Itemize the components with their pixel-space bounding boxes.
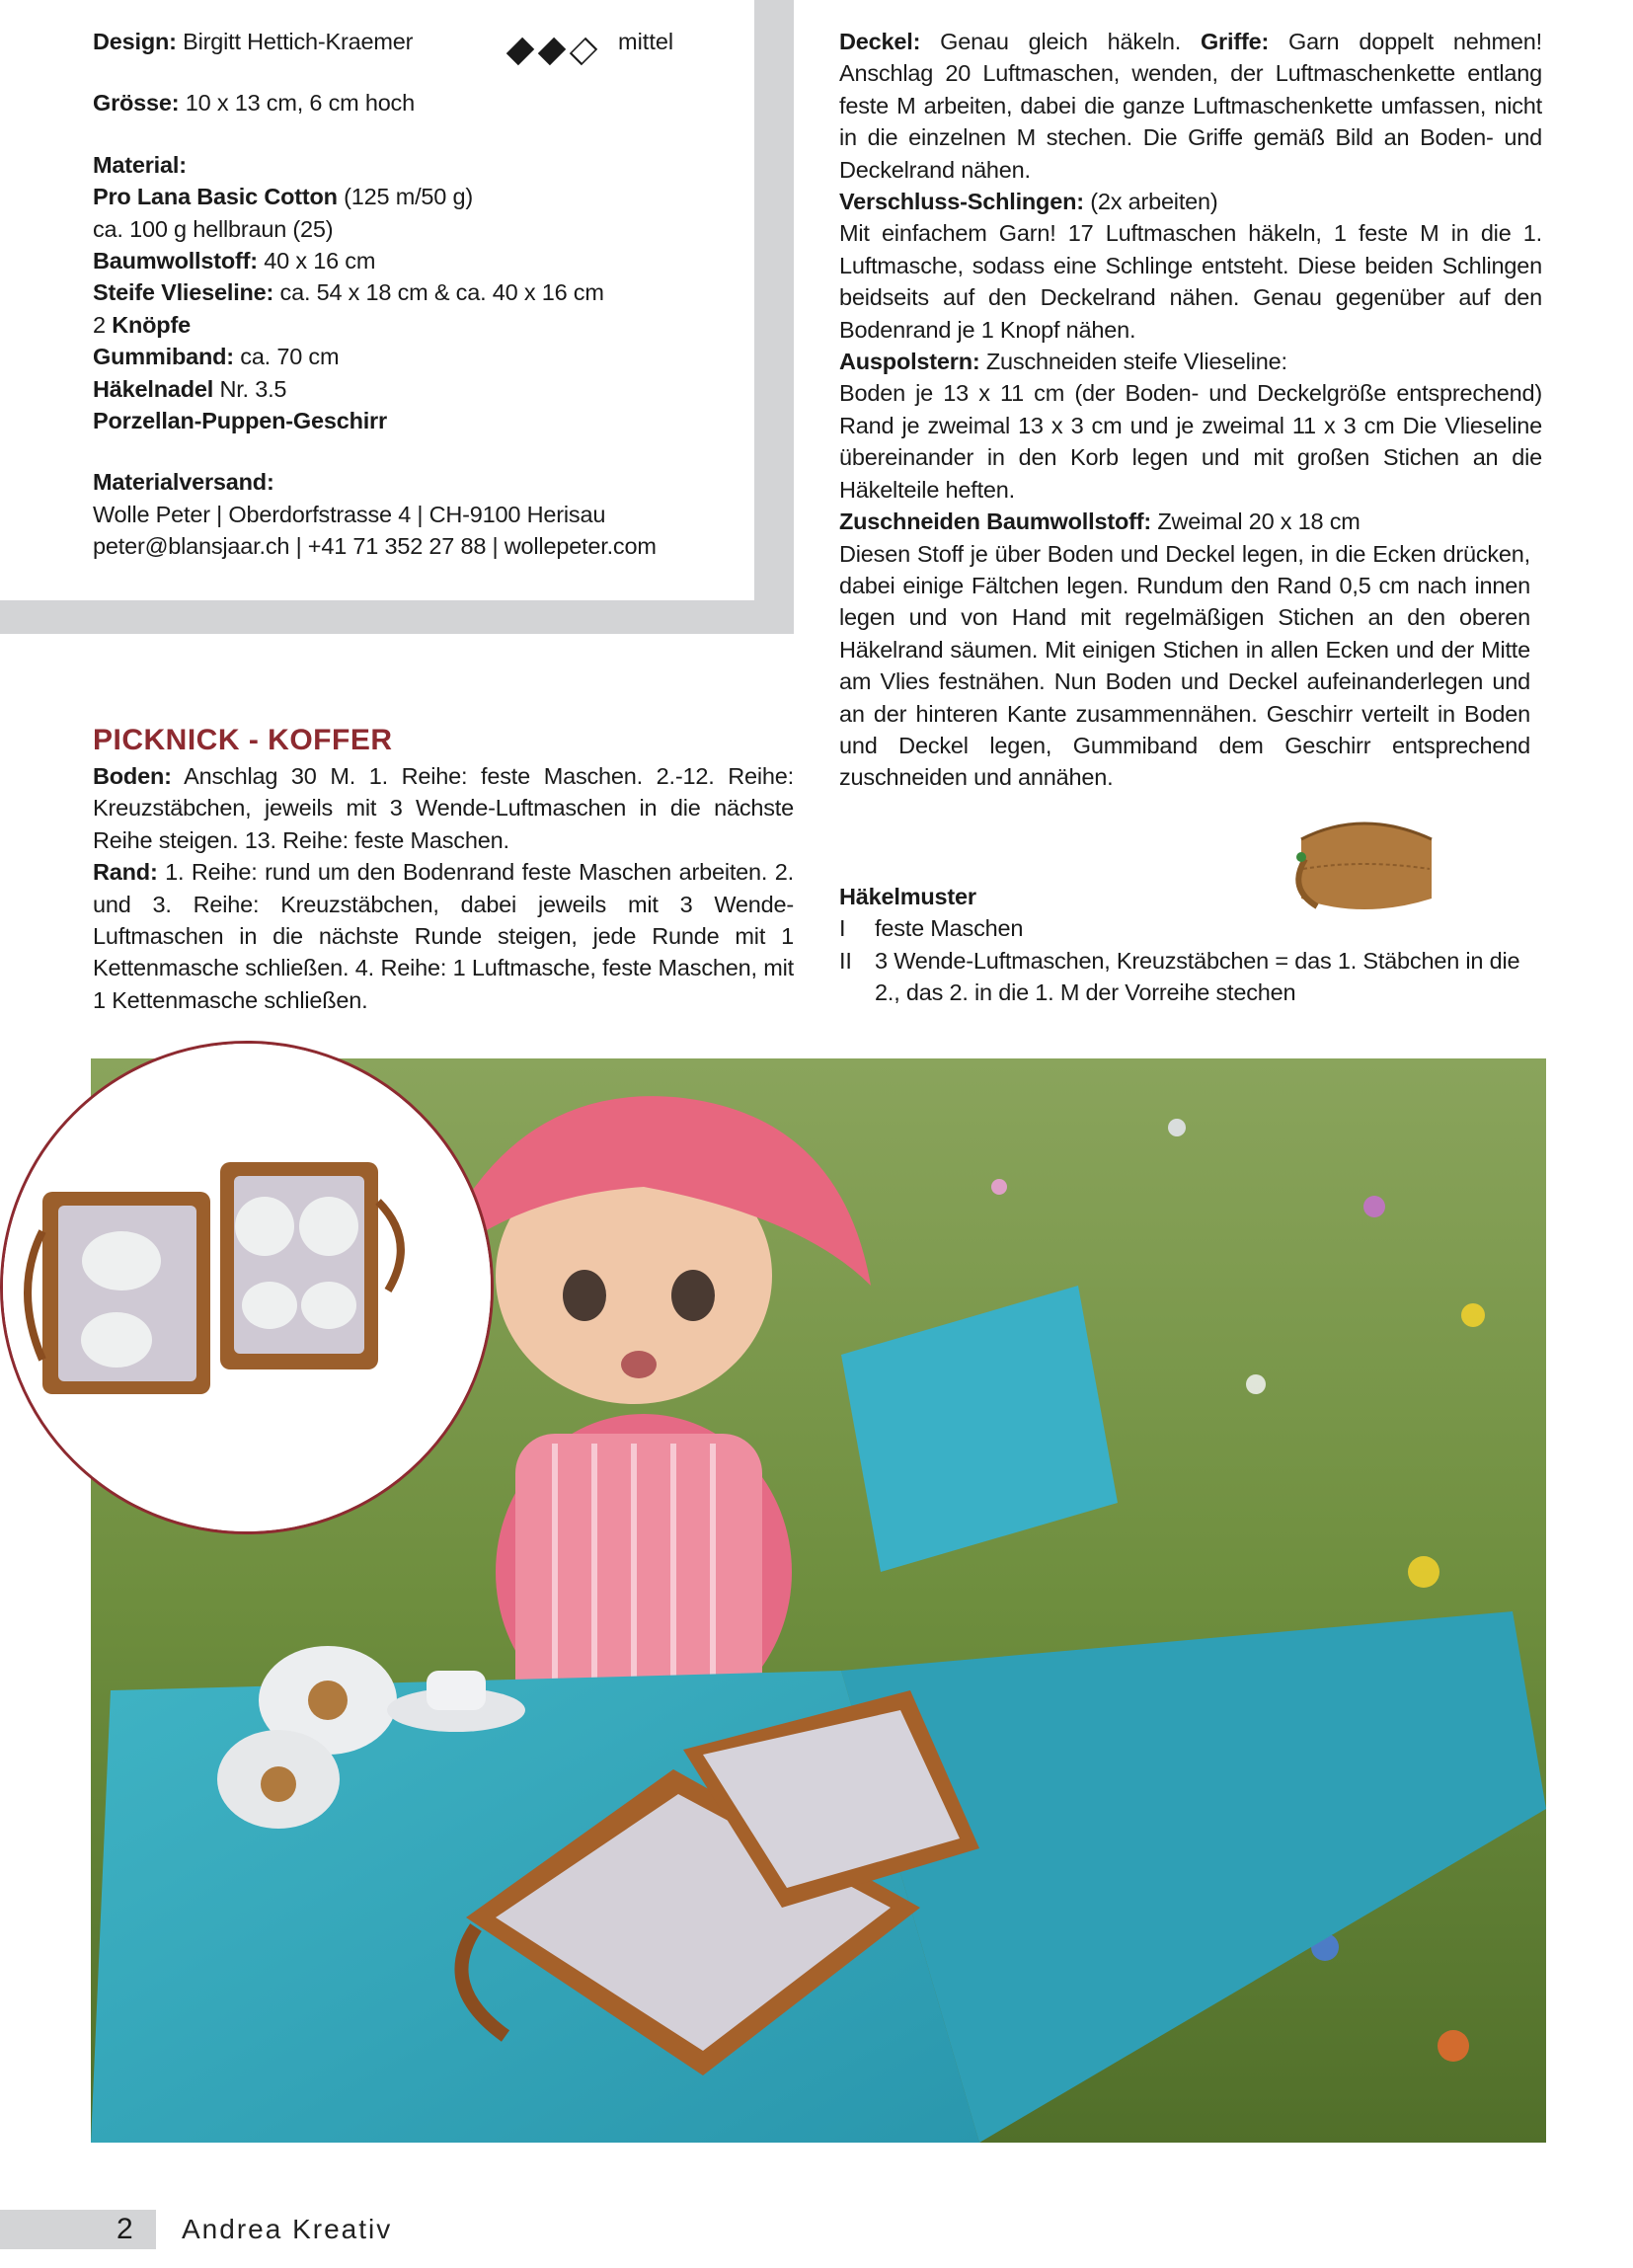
basket-inset-photo — [0, 1041, 494, 1534]
material-heading: Material: — [93, 151, 187, 178]
page-number: 2 — [117, 2213, 133, 2245]
difficulty-rating — [505, 28, 674, 69]
fabric-line: Baumwollstoff: 40 x 16 cm — [93, 248, 376, 274]
diamond-filled-icon — [506, 38, 534, 65]
open-basket-image — [3, 1044, 494, 1534]
difficulty-label: mittel — [618, 28, 674, 54]
polster-heading: Auspolstern: Zuschneiden steife Vlieseline: — [839, 349, 1287, 375]
legend-row: I feste Maschen — [839, 915, 1024, 942]
instructions-right — [839, 26, 1542, 794]
buttons-line: 2 Knöpfe — [93, 311, 191, 338]
shipping-heading: Materialversand: — [93, 469, 274, 496]
muster-heading: Häkelmuster — [839, 884, 976, 909]
size-line: Grösse: 10 x 13 cm, 6 cm hoch — [93, 90, 415, 117]
deckel-paragraph: Deckel: Genau gleich häkeln. Griffe: Garn doppelt nehmen! Anschlag 20 Luftmaschen, wenden, der Luftmaschenkette entlang feste M arbeiten, dabei die ganze Luftmaschenkette umfassen, nicht in die einzelnen M stechen. Die Griffe gemäß Bild an Boden- und Deckelrand nähen. — [839, 29, 1542, 183]
hook-line: Häkelnadel Nr. 3.5 — [93, 375, 287, 402]
crochet-pattern-legend — [839, 881, 1550, 1009]
instructions-left — [93, 723, 794, 1016]
boden-paragraph: Boden: Anschlag 30 M. 1. Reihe: feste Maschen. 2.-12. Reihe: Kreuzstäbchen, jeweils mit 3 Wende-Luftmaschen in die nächste Reihe steigen. 13. Reihe: feste Maschen. — [93, 763, 794, 853]
schlingen-heading: Verschluss-Schlingen: (2x arbeiten) — [839, 189, 1218, 215]
yarn-line: Pro Lana Basic Cotton (125 m/50 g) — [93, 184, 473, 210]
polster-paragraph: Boden je 13 x 11 cm (der Boden- und Deckelgröße entsprechend) Rand je zweimal 13 x 3 cm und je zweimal 11 x 3 cm Die Vlieseline übereinander in den Korb legen und mit großen Stichen an die Häkelteile heften. — [839, 380, 1542, 503]
rand-paragraph: Rand: 1. Reihe: rund um den Bodenrand feste Maschen arbeiten. 2. und 3. Reihe: Kreuzstäbchen, dabei jeweils mit 3 Wende-Luftmaschen in die nächste Runde steigen, jede Runde mit 1 Kettenmasche schließen. 4. Reihe: 1 Luftmasche, feste Maschen, mit 1 Kettenmasche schließen. — [93, 859, 794, 1013]
shipping-contact: peter@blansjaar.ch | +41 71 352 27 88 | wollepeter.com — [93, 533, 657, 560]
interfacing-line: Steife Vlieseline: ca. 54 x 18 cm & ca. 40 x 16 cm — [93, 279, 604, 306]
design-line: Design: Birgitt Hettich-Kraemer — [93, 29, 414, 54]
schlingen-paragraph: Mit einfachem Garn! 17 Luftmaschen häkeln, 1 feste M in die 1. Luftmasche, sodass eine Schlinge entsteht. Diese beiden Schlingen beidseits auf den Deckelrand nähen. Genau gegenüber auf den Bodenrand je 1 Knopf nähen. — [839, 220, 1542, 343]
diamond-filled-icon — [538, 38, 566, 65]
shipping-address: Wolle Peter | Oberdorfstrasse 4 | CH-9100 Herisau — [93, 501, 606, 527]
info-content — [93, 26, 764, 563]
yarn-amount: ca. 100 g hellbraun (25) — [93, 215, 334, 242]
stoff-heading: Zuschneiden Baumwollstoff: Zweimal 20 x 18 cm — [839, 508, 1361, 535]
stoff-paragraph: Diesen Stoff je über Boden und Deckel legen, in die Ecken drücken, dabei einige Fältchen legen. Rundum den Rand 0,5 cm nach innen legen und von Hand mit regelmäßigen Stichen an den oberen Häkelrand säumen. Mit einigen Stichen in allen Ecken und der Mitte am Vlies festnähen. Nun Boden und Deckel aufeinanderlegen und an der hinteren Kante zusammennähen. Geschirr verteilt in Boden und Deckel legen, Gummiband dem Geschirr entsprechend zuschneiden und annähen. — [839, 540, 1530, 791]
pattern-title: PICKNICK - KOFFER — [93, 724, 393, 756]
legend-row: II 3 Wende-Luftmaschen, Kreuzstäbchen = das 1. Stäbchen in die 2., das 2. in die 1. M der Vorreihe stechen — [839, 947, 1520, 1006]
elastic-line: Gummiband: ca. 70 cm — [93, 344, 340, 370]
dishes-line: Porzellan-Puppen-Geschirr — [93, 408, 387, 434]
diamond-empty-icon — [570, 38, 597, 65]
magazine-title: Andrea Kreativ — [182, 2214, 393, 2244]
